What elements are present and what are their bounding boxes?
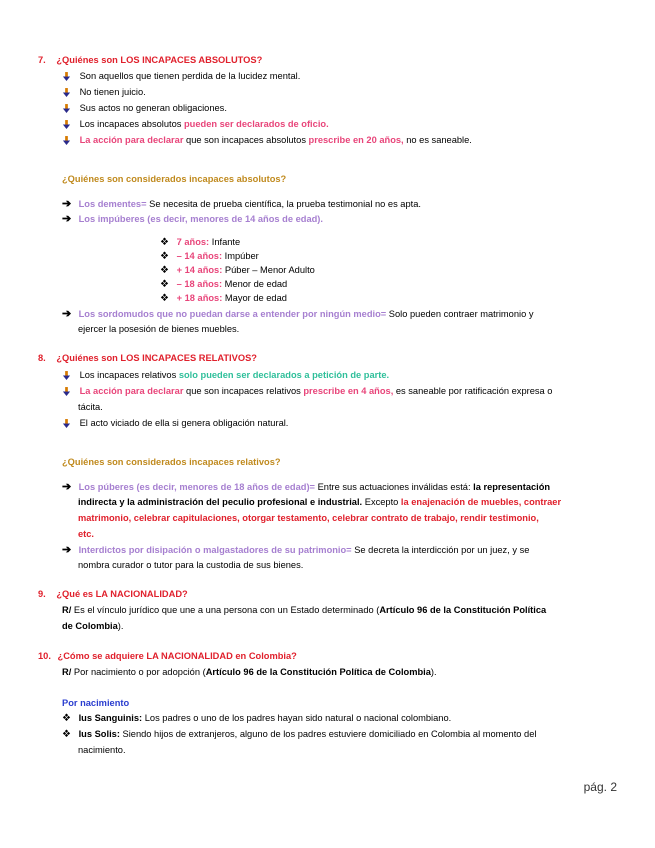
diamond-bullet-icon: ❖ [160,237,169,248]
q8-p1-line-2 [78,497,561,509]
right-arrow-icon: ➔ [62,308,72,320]
q7-b5-highlight-2: prescribe en 20 años, [308,135,404,145]
page-number: pág. 2 [583,780,617,794]
q8-subtitle: ¿Quiénes son considerados incapaces relativos? [62,457,281,467]
q8-b3-text: El acto viciado de ella si genera obligación natural. [79,418,289,428]
q7-b5-end: no es saneable. [403,135,472,145]
q8-b2-end-2: tácita. [78,402,103,412]
age-text: Mayor de edad [222,293,287,303]
q7-b4-highlight: pueden ser declarados de oficio. [184,119,329,129]
q8-b2-highlight-2: prescribe en 4 años, [303,386,394,396]
q7-bullet-text: Sus actos no generan obligaciones. [79,103,227,113]
q7-age-4 [160,279,287,292]
q7-bullet-text: No tienen juicio. [79,87,146,97]
down-arrow-icon [62,120,71,130]
q7-b5-text: que son incapaces absolutos [183,135,309,145]
q9-answer-text: Es el vínculo jurídico que une a una persona con un Estado determinado ( [71,605,380,615]
q10-i2-bold: Ius Solis: [78,729,120,739]
q8-bullet-3 [62,418,288,430]
q7-age-2 [160,251,259,264]
q8-heading [38,353,257,365]
q8-p1-excepto: Excepto [362,497,401,507]
q7-bullet-2 [62,87,146,99]
age-text: Impúber [222,251,259,261]
q8-arrow-2 [62,544,618,558]
age-highlight: 7 años: [176,237,210,247]
q10-subtitle: Por nacimiento [62,698,130,708]
q10-i2-text: Siendo hijos de extranjeros, alguno de los padres estuviere domiciliado en Colombia al momento del [119,729,537,739]
q7-number: 7. [38,55,46,65]
q9-answer-2 [62,621,123,633]
q10-title: ¿Cómo se adquiere LA NACIONALIDAD en Colombia? [57,651,297,661]
q8-p1-bold-2: indirecta y la administración del peculio profesional e industrial. [78,497,363,507]
q10-i1-bold: Ius Sanguinis: [78,713,143,723]
q10-answer [62,667,437,679]
q10-i1-text: Los padres o uno de los padres hayan sido natural o nacional colombiano. [142,713,452,723]
q8-b2-highlight-1: La acción para declarar [79,386,184,396]
q9-heading [38,589,188,601]
q7-a3-highlight: Los sordomudos que no puedan darse a entender por ningún medio= [78,309,387,319]
q7-a3-text-2: ejercer la posesión de bienes muebles. [78,324,240,334]
q7-arrow-1 [62,198,421,212]
age-text: Infante [209,237,241,247]
diamond-bullet-icon: ❖ [160,265,169,276]
down-arrow-icon [62,371,71,381]
q7-a3-text: Solo pueden contraer matrimonio y [386,309,534,319]
q7-a1-highlight: Los dementes= [78,199,147,209]
q10-item-2 [62,729,618,742]
down-arrow-icon [62,104,71,114]
q8-p1-red-2: matrimonio, celebrar capitulaciones, otorgar testamento, celebrar contrato de trabajo, rendir testimonio, [78,513,539,523]
age-highlight: – 18 años: [176,279,223,289]
q10-number: 10. [38,651,51,661]
q7-a1-text: Se necesita de prueba científica, la prueba testimonial no es apta. [146,199,421,209]
q8-b2-end: es saneable por ratificación expresa o [393,386,553,396]
down-arrow-icon [62,136,71,146]
q8-p2-text-2: nombra curador o tutor para la custodia de sus bienes. [78,560,304,570]
q10-answer-prefix: R/ [62,667,72,677]
q8-p1-line-3 [78,513,539,525]
q10-heading [38,651,297,663]
diamond-bullet-icon: ❖ [160,293,169,304]
right-arrow-icon: ➔ [62,544,72,556]
diamond-bullet-icon: ❖ [160,279,169,290]
q8-arrow-1 [62,481,618,495]
q9-answer-bold-2: de Colombia [62,621,118,631]
q10-answer-text: Por nacimiento o por adopción ( [71,667,206,677]
q7-b4-text: Los incapaces absolutos [79,119,184,129]
q9-answer-bold: Artículo 96 de la Constitución Política [379,605,547,615]
q7-subtitle: ¿Quiénes son considerados incapaces absolutos? [62,174,287,184]
right-arrow-icon: ➔ [62,481,72,493]
q8-title: ¿Quiénes son LOS INCAPACES RELATIVOS? [56,353,257,363]
q8-b1-highlight: solo pueden ser declarados a petición de parte. [178,370,390,380]
q7-b5-highlight-1: La acción para declarar [79,135,184,145]
q8-p2-text: Se decreta la interdicción por un juez, y se [351,545,530,555]
age-highlight: + 18 años: [176,293,223,303]
diamond-bullet-icon: ❖ [62,713,71,724]
q10-answer-end: ). [430,667,437,677]
q8-p1-red-1: la enajenación de muebles, contraer [400,497,562,507]
q9-answer-prefix: R/ [62,605,72,615]
q7-bullet-3 [62,103,227,115]
q8-p1-text: Entre sus actuaciones inválidas está: [314,482,474,492]
age-text: Menor de edad [222,279,288,289]
q8-bullet-1 [62,370,389,382]
down-arrow-icon [62,72,71,82]
q8-p2-highlight: Interdictos por disipación o malgastadores de su patrimonio= [78,545,352,555]
q8-p1-highlight: Los púberes (es decir, menores de 18 años de edad)= [78,482,315,492]
right-arrow-icon: ➔ [62,198,72,210]
q7-arrow-2 [62,213,323,227]
down-arrow-icon [62,88,71,98]
q9-answer-end: ). [117,621,124,631]
q9-number: 9. [38,589,46,599]
q8-number: 8. [38,353,46,363]
diamond-bullet-icon: ❖ [160,251,169,262]
q7-heading [38,55,262,67]
diamond-bullet-icon: ❖ [62,729,71,740]
q10-i2-text-2: nacimiento. [78,745,126,755]
q8-p1-red-3: etc. [78,529,95,539]
q7-bullet-5 [62,135,472,147]
down-arrow-icon [62,419,71,429]
q10-item-1 [62,713,618,726]
q8-b2-text: que son incapaces relativos [183,386,304,396]
q7-age-1 [160,237,240,250]
q7-bullet-1 [62,71,300,83]
right-arrow-icon: ➔ [62,213,72,225]
q7-bullet-text: Son aquellos que tienen perdida de la lucidez mental. [79,71,301,81]
q10-answer-bold: Artículo 96 de la Constitución Política de Colombia [205,667,431,677]
q8-bullet-2 [62,386,552,398]
q7-age-5 [160,293,287,306]
age-highlight: + 14 años: [176,265,223,275]
q7-arrow-3 [62,308,618,322]
q8-b1-text: Los incapaces relativos [79,370,179,380]
down-arrow-icon [62,387,71,397]
q8-p1-bold: la representación [473,482,551,492]
q9-title: ¿Qué es LA NACIONALIDAD? [56,589,188,599]
q7-age-3 [160,265,315,278]
q7-title: ¿Quiénes son LOS INCAPACES ABSOLUTOS? [56,55,263,65]
age-text: Púber – Menor Adulto [222,265,315,275]
q7-a2-highlight: Los impúberes (es decir, menores de 14 años de edad). [78,214,323,224]
q9-answer [62,605,546,617]
age-highlight: – 14 años: [176,251,223,261]
q8-p1-line-4 [78,529,94,541]
q7-bullet-4 [62,119,329,131]
